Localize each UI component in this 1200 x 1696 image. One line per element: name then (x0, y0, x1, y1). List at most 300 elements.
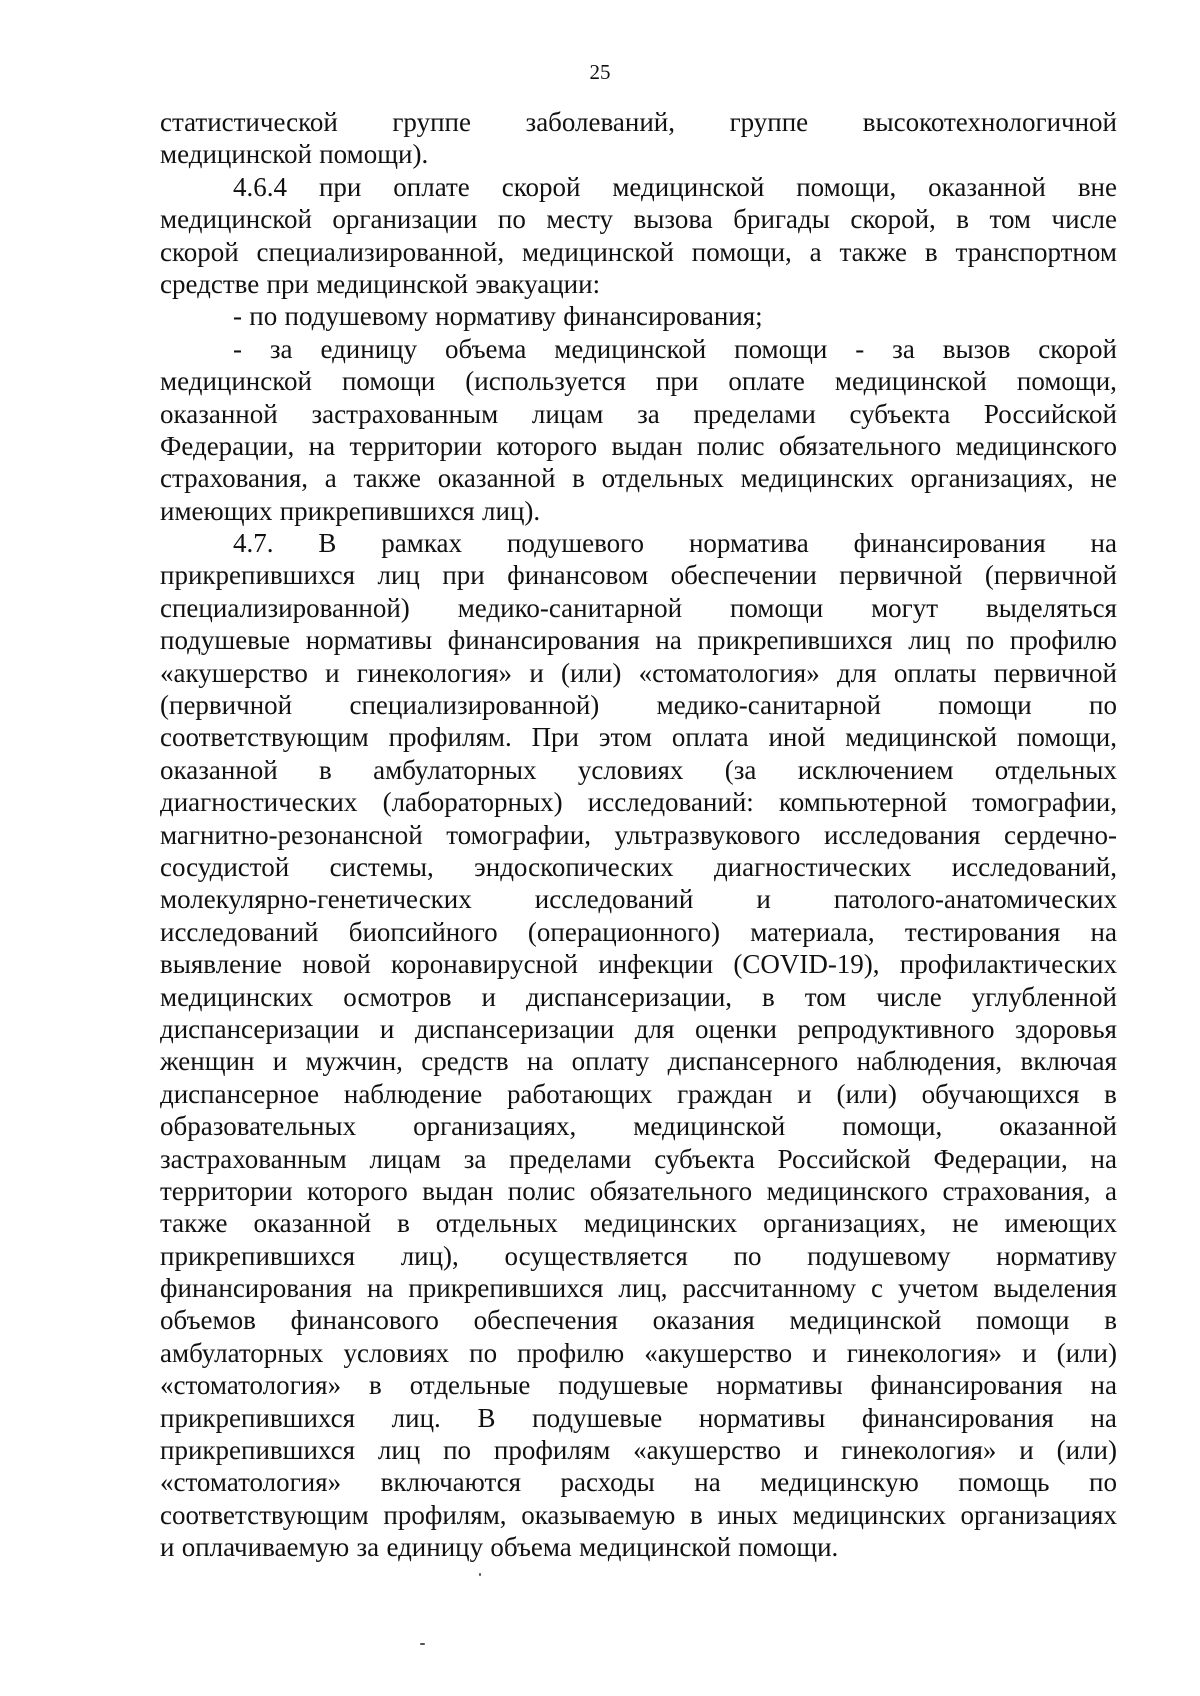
word: помощи. (738, 1532, 839, 1563)
word: рамках (381, 528, 463, 559)
word: материала, (750, 916, 875, 947)
word: лицам (531, 398, 604, 429)
word: выявление (160, 949, 283, 980)
word: и (529, 657, 544, 688)
word: выделения (993, 1273, 1117, 1304)
text-line (160, 981, 1117, 1013)
word: диспансерного (667, 1046, 839, 1077)
word: средстве (160, 268, 260, 299)
word: диагностических (713, 851, 912, 882)
word: медицинской (160, 366, 312, 397)
word: нормативу (435, 301, 556, 332)
word: оказания (652, 1305, 755, 1336)
word: средств (421, 1046, 509, 1077)
word: (или) (836, 1078, 897, 1109)
word: лиц (908, 625, 951, 656)
word: числе (876, 981, 942, 1012)
word: лицам (369, 1143, 441, 1174)
text-line (160, 462, 1117, 494)
word: нормативы (716, 1370, 843, 1401)
word: по (966, 625, 995, 656)
word: оплату (571, 1046, 650, 1077)
word: прикрепившихся (160, 1435, 356, 1466)
text-line (160, 1466, 1117, 1498)
word: подушевые (160, 625, 291, 656)
page-number: 25 (589, 60, 611, 84)
word: Федерации, (160, 430, 295, 461)
word: вне (1077, 171, 1117, 202)
word: медицинскую (760, 1467, 919, 1498)
word: компьютерной (778, 787, 948, 818)
word: магнитно-резонансной (160, 819, 423, 850)
word: специализированной) (349, 690, 600, 721)
word: Российской (777, 1143, 911, 1174)
word: исследования (823, 819, 981, 850)
text-line (160, 1272, 1117, 1304)
text-line (160, 819, 1117, 851)
word: прикрепившихся (160, 560, 356, 591)
text-line (160, 851, 1117, 883)
word: за (463, 1143, 487, 1174)
word: оказанной (437, 463, 556, 494)
word: по (1089, 690, 1117, 721)
text-line (160, 559, 1117, 591)
word: финансового (290, 1305, 439, 1336)
word: помощи (341, 366, 436, 397)
word: прикрепившихся (160, 1240, 356, 1271)
word: отдельные (409, 1370, 531, 1401)
word: в (397, 1208, 410, 1239)
word: диспансеризации (414, 1013, 615, 1044)
word: включая (1020, 1046, 1117, 1077)
word: лиц, (618, 1273, 668, 1304)
text-line (160, 916, 1117, 948)
text-line (160, 1499, 1117, 1531)
word: на (1090, 1143, 1117, 1174)
word: страхования, (160, 463, 309, 494)
word: застрахованным (311, 398, 499, 429)
word: на (308, 430, 336, 461)
word: сердечно- (1003, 819, 1117, 850)
word: и (803, 1435, 819, 1466)
word: помощи, (796, 171, 897, 202)
word: а (1104, 1175, 1117, 1206)
word: лиц (377, 1435, 421, 1466)
word: - (233, 333, 242, 364)
word: прикрепившихся (697, 625, 893, 656)
text-line (160, 1531, 1117, 1563)
word: месту (546, 204, 613, 235)
word: с (870, 1273, 883, 1304)
word: на (694, 1467, 721, 1498)
text-line (160, 1402, 1117, 1434)
text-line (160, 268, 1117, 300)
word: группе (729, 107, 809, 137)
word: помощи (734, 333, 828, 364)
word: системы, (329, 851, 434, 882)
word: выделяться (985, 592, 1117, 623)
word: для (634, 1013, 675, 1044)
word: тестирования (904, 916, 1061, 947)
word: при (318, 171, 362, 202)
word: условиях (343, 1337, 450, 1368)
text-line (160, 138, 1117, 170)
text-line (160, 300, 1117, 332)
word: оплате (728, 366, 805, 397)
word: оказываемую (521, 1499, 676, 1530)
text-line (160, 365, 1117, 397)
text-line (160, 624, 1117, 656)
word: на (1090, 1370, 1117, 1401)
word: диспансеризации, (525, 981, 733, 1012)
word: скорой (501, 171, 581, 202)
word: помощи (976, 1305, 1070, 1336)
word: медицинской (160, 204, 312, 235)
word: бригады (733, 204, 830, 235)
text-line (160, 1369, 1117, 1401)
text-line (160, 1240, 1117, 1272)
word: помощи, (691, 236, 792, 267)
word: отдельных (601, 463, 724, 494)
word: рассчитанному (682, 1273, 856, 1304)
word: оказанной (253, 1208, 372, 1239)
word: и (325, 657, 340, 688)
word: на (1090, 1402, 1117, 1433)
word: помощи (938, 690, 1032, 721)
word: нормативу (996, 1240, 1117, 1271)
word: за (637, 398, 660, 429)
word: в (762, 981, 775, 1012)
word: (первичной (160, 690, 293, 721)
word: медицинской (845, 722, 998, 753)
text-line (160, 1337, 1117, 1369)
word: объема (445, 333, 527, 364)
word: за (356, 1532, 380, 1563)
text-line (160, 333, 1117, 365)
text-line (160, 1143, 1117, 1175)
word: том (804, 981, 847, 1012)
text-line (160, 948, 1117, 980)
word: «акушерство (633, 1435, 781, 1466)
word: (или) (561, 657, 622, 688)
word: - (233, 301, 242, 332)
text-line (160, 1175, 1117, 1207)
word: профилям (493, 1435, 611, 1466)
word: организациях, (413, 1111, 577, 1142)
word: специализированной) (160, 592, 410, 623)
word: исследований (534, 884, 694, 915)
word: организации (332, 204, 478, 235)
word: подушевые (558, 1370, 689, 1401)
word: на (526, 1046, 554, 1077)
word: прикрепившихся (408, 1273, 604, 1304)
word: и (272, 1046, 288, 1077)
scan-speck (479, 1573, 481, 1576)
word: патолого-анатомических (833, 884, 1117, 915)
word: медицинского (766, 1175, 928, 1206)
word: по (733, 1240, 762, 1271)
word: мужчин, (305, 1046, 403, 1077)
word: отдельных (994, 754, 1117, 785)
text-line (160, 1207, 1117, 1239)
word: (или) (1056, 1337, 1117, 1368)
text-line (160, 592, 1117, 624)
word: субъекта (849, 398, 951, 429)
word: застрахованным (160, 1143, 347, 1174)
word: оплата (671, 722, 749, 753)
word: оказанной (999, 1111, 1117, 1142)
word: в (319, 754, 332, 785)
word: субъекта (654, 1143, 755, 1174)
word: гинекология» (356, 657, 513, 688)
word: при (655, 366, 699, 397)
word: включаются (380, 1467, 522, 1498)
word: образовательных (160, 1111, 357, 1142)
scan-speck (420, 1643, 425, 1645)
word: транспортном (955, 236, 1117, 267)
word: при (442, 560, 485, 591)
word: по (249, 301, 278, 332)
word: оплаты (893, 657, 977, 688)
word: организациях, (763, 1208, 927, 1239)
word: в (1104, 1305, 1117, 1336)
word: осуществляется (504, 1240, 688, 1271)
word: профилю (1009, 625, 1117, 656)
text-line (160, 1434, 1117, 1466)
word: медицинского (955, 430, 1117, 461)
word: страхования, (942, 1175, 1091, 1206)
word: помощи (729, 592, 824, 623)
word: выдан (611, 430, 683, 461)
word: медицинской (521, 236, 674, 267)
word: территории (160, 1175, 293, 1206)
word: «акушерство (160, 657, 308, 688)
text-line (160, 171, 1117, 203)
word: медицинских (740, 463, 894, 494)
word: помощь (958, 1467, 1050, 1498)
word: по (1089, 1467, 1117, 1498)
word: медицинских (583, 1208, 738, 1239)
word: группе (392, 107, 471, 137)
word: этом (598, 722, 652, 753)
word: медицинской (633, 1111, 786, 1142)
word: оказанной (160, 754, 278, 785)
word: и (160, 1532, 175, 1563)
word: на (366, 1273, 394, 1304)
text-line (160, 236, 1117, 268)
word: финансирования; (563, 301, 763, 332)
word: подушевого (506, 528, 645, 559)
word: биопсийного (348, 916, 498, 947)
word: подушевые (532, 1402, 663, 1433)
word: а (324, 463, 337, 494)
word: диспансерное (160, 1078, 320, 1109)
word: обучающихся (921, 1078, 1080, 1109)
word: единицу (386, 1532, 484, 1563)
word: и (812, 1337, 827, 1368)
word: также (160, 1208, 228, 1239)
word: за (269, 333, 293, 364)
word: объемов (160, 1305, 256, 1336)
text-line (160, 883, 1117, 915)
word: заболеваний, (525, 107, 675, 137)
word: скорой (1038, 333, 1117, 364)
text-line (160, 1078, 1117, 1110)
word: также (839, 236, 907, 267)
word: диагностических (160, 787, 358, 818)
word: помощи). (319, 139, 429, 170)
text-line (160, 754, 1117, 786)
word: осмотров (343, 981, 452, 1012)
word: лиц (377, 560, 420, 591)
word: гинекология» (841, 1435, 997, 1466)
word: и (481, 981, 496, 1012)
word: специализированной, (256, 236, 505, 267)
word: за (892, 333, 915, 364)
word: Российской (983, 398, 1117, 429)
word: расходы (560, 1467, 655, 1498)
word: пределами (693, 398, 816, 429)
word: нормативы (698, 1402, 826, 1433)
word: исследований (160, 916, 319, 947)
word: амбулаторных (160, 1337, 324, 1368)
word: обязательного (778, 430, 942, 461)
word: лиц. (391, 1402, 441, 1433)
text-line (160, 495, 1117, 527)
word: ультразвукового (614, 819, 801, 850)
word: (используется (465, 366, 626, 397)
word: наблюдение (343, 1078, 483, 1109)
word: медицинских (160, 981, 314, 1012)
word: При (531, 722, 580, 753)
word: том (989, 204, 1032, 235)
word: помощи, (1016, 722, 1117, 753)
word: могут (871, 592, 939, 623)
word: профилю (517, 1337, 625, 1368)
word: в (369, 1370, 382, 1401)
word: помощи, (842, 1111, 943, 1142)
word: которого (307, 1175, 408, 1206)
word: медицинской (160, 139, 312, 170)
word: диспансеризации (160, 1013, 360, 1044)
text-line (160, 527, 1117, 559)
word: медицинской (834, 366, 987, 397)
word: томографии, (972, 787, 1117, 818)
word: по (497, 204, 526, 235)
word: медицинской (579, 1532, 732, 1563)
text-line (160, 1304, 1117, 1336)
word: которого (496, 430, 598, 461)
word: (лабораторных) (382, 787, 563, 818)
word: 4.7. (233, 528, 274, 559)
word: объема (490, 1532, 572, 1563)
word: (первичной (984, 560, 1117, 591)
word: профилактических (899, 949, 1117, 980)
word: имеющих (160, 495, 273, 526)
text-line (160, 657, 1117, 689)
word: углубленной (971, 981, 1117, 1012)
word: исследований: (587, 787, 754, 818)
word: финансирования (861, 1402, 1054, 1433)
word: женщин (160, 1046, 255, 1077)
word: 4.6.4 (233, 171, 287, 202)
word: первичной (993, 657, 1117, 688)
word: профилям, (383, 1499, 507, 1530)
word: статистической (160, 107, 338, 137)
word: территории (349, 430, 483, 461)
word: организациях (960, 1499, 1117, 1530)
word: числе (1051, 204, 1117, 235)
word: учетом (897, 1273, 979, 1304)
word: медицинской (612, 171, 765, 202)
word: исключением (797, 754, 954, 785)
word: работающих (507, 1078, 653, 1109)
word: и (756, 884, 771, 915)
word: в (956, 204, 970, 235)
word: - (855, 333, 865, 364)
word: «стоматология» (160, 1467, 342, 1498)
word: полис (696, 430, 765, 461)
text-line (160, 1013, 1117, 1045)
word: коронавирусной (391, 949, 578, 980)
word: (за (724, 754, 757, 785)
word: по (443, 1435, 472, 1466)
word: соответствующим (160, 1499, 369, 1530)
word: помощи, (1016, 366, 1117, 397)
word: на (655, 625, 682, 656)
text-line (160, 721, 1117, 753)
word: высокотехнологичной (862, 107, 1117, 137)
word: вызова (633, 204, 713, 235)
word: условиях (577, 754, 684, 785)
word: оплате (393, 171, 470, 202)
word: эндоскопических (474, 851, 674, 882)
text-line (160, 786, 1117, 818)
word: (или) (1056, 1435, 1117, 1466)
word: наблюдения, (856, 1046, 1003, 1077)
word: имеющих (1004, 1208, 1117, 1239)
word: пределами (509, 1143, 632, 1174)
text-line (160, 398, 1117, 430)
word: (COVID-19), (733, 949, 880, 980)
word: «акушерство (644, 1337, 793, 1368)
word: по (469, 1337, 498, 1368)
word: также (353, 463, 421, 494)
document-body (160, 106, 1117, 1564)
text-line (160, 203, 1117, 235)
word: первичной (839, 560, 963, 591)
word: репродуктивного (797, 1013, 995, 1044)
word: скорой (160, 236, 239, 267)
word: норматива (688, 528, 809, 559)
word: и (379, 1013, 395, 1044)
word: инфекции (598, 949, 714, 980)
word: не (1090, 463, 1117, 494)
word: и (1019, 1435, 1034, 1466)
word: финансирования (870, 1370, 1063, 1401)
word: и (797, 1078, 812, 1109)
word: финансирования (447, 625, 640, 656)
word: граждан (677, 1078, 773, 1109)
word: соответствующим (160, 722, 369, 753)
text-line (160, 430, 1117, 462)
word: оплачиваемую (181, 1532, 350, 1563)
word: (операционного) (527, 916, 720, 947)
word: лиц). (482, 495, 541, 526)
word: отдельных (435, 1208, 558, 1239)
word: в (689, 1499, 703, 1530)
word: вызов (942, 333, 1011, 364)
